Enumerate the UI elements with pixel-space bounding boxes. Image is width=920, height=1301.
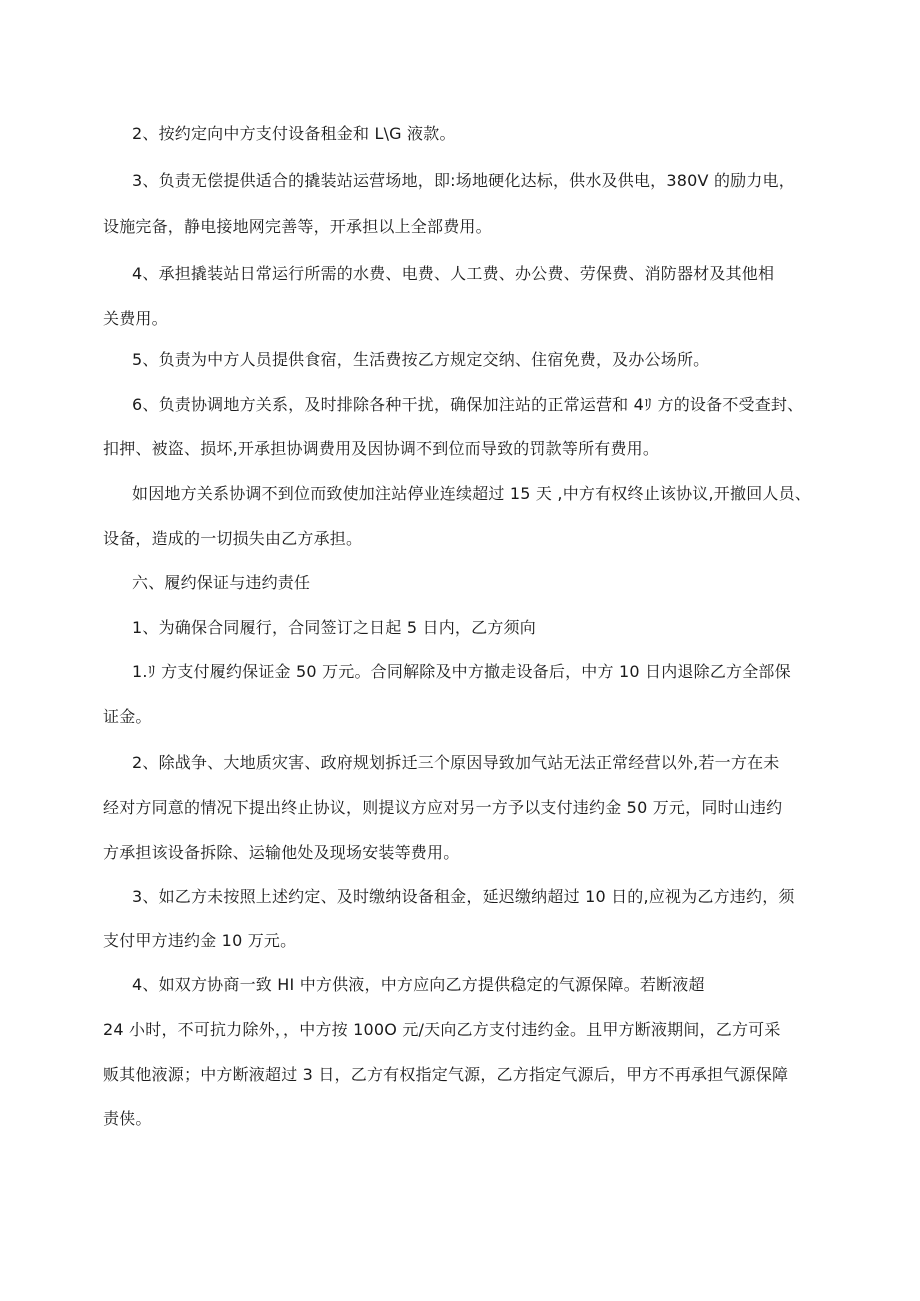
text-line: 责侠。 — [103, 1109, 152, 1128]
text-line: 设备，造成的一切损失由乙方承担。 — [103, 529, 363, 548]
text-line: 4、承担撬装站日常运行所需的水费、电费、人工费、办公费、劳保费、消防器材及其他相 — [132, 264, 775, 283]
text-line: 经对方同意的情况下提出终止协议，则提议方应对另一方予以支付违约金 50 万元，同时山违约 — [103, 798, 783, 817]
text-line: 1.ﾘ 方支付履约保证金 50 万元。合同解除及中方撤走设备后，中方 10 日内退除乙方全部保 — [132, 662, 791, 681]
text-line: 设施完备，静电接地网完善等，开承担以上全部费用。 — [103, 217, 492, 236]
text-line: 3、负责无偿提供适合的撬装站运营场地，即:场地硬化达标，供水及供电，380V 的励力电， — [132, 171, 795, 190]
text-line: 6、负责协调地方关系，及时排除各种干扰，确保加注站的正常运营和 4ﾘ 方的设备不受查封、 — [132, 395, 804, 414]
text-line: 贩其他液源；中方断液超过 3 日，乙方有权指定气源，乙方指定气源后，甲方不再承担气源保障 — [103, 1065, 789, 1084]
text-line: 扣押、被盗、损坏,开承担协调费用及因协调不到位而导致的罚款等所有费用。 — [103, 439, 660, 458]
text-line: 如因地方关系协调不到位而致使加注站停业连续超过 15 天 ,中方有权终止该协议,开撤回人员、 — [132, 484, 811, 503]
text-line: 5、负责为中方人员提供食宿，生活费按乙方规定交纳、住宿免费，及办公场所。 — [132, 350, 710, 369]
text-line: 4、如双方协商一致 HI 中方供液，中方应向乙方提供稳定的气源保障。若断液超 — [132, 975, 705, 994]
text-line: 证金。 — [103, 707, 152, 726]
section-title: 六、履约保证与违约责任 — [132, 573, 311, 592]
text-line: 方承担该设备拆除、运输他处及现场安装等费用。 — [103, 843, 460, 862]
text-line: 1、为确保合同履行，合同签订之日起 5 日内，乙方须向 — [132, 618, 536, 637]
text-line: 24 小时，不可抗力除外，，中方按 100O 元/天向乙方支付违约金。且甲方断液期间，乙方可采 — [103, 1020, 781, 1039]
text-line: 支付甲方违约金 10 万元。 — [103, 931, 297, 950]
text-line: 关费用。 — [103, 309, 168, 328]
text-line: 3、如乙方未按照上述约定、及时缴纳设备租金，延迟缴纳超过 10 日的,应视为乙方违约，须 — [132, 887, 795, 906]
text-line: 2、按约定向中方支付设备租金和 L\G 液款。 — [132, 124, 456, 143]
text-line: 2、除战争、大地质灾害、政府规划拆迁三个原因导致加气站无法正常经营以外,若一方在未 — [132, 753, 780, 772]
